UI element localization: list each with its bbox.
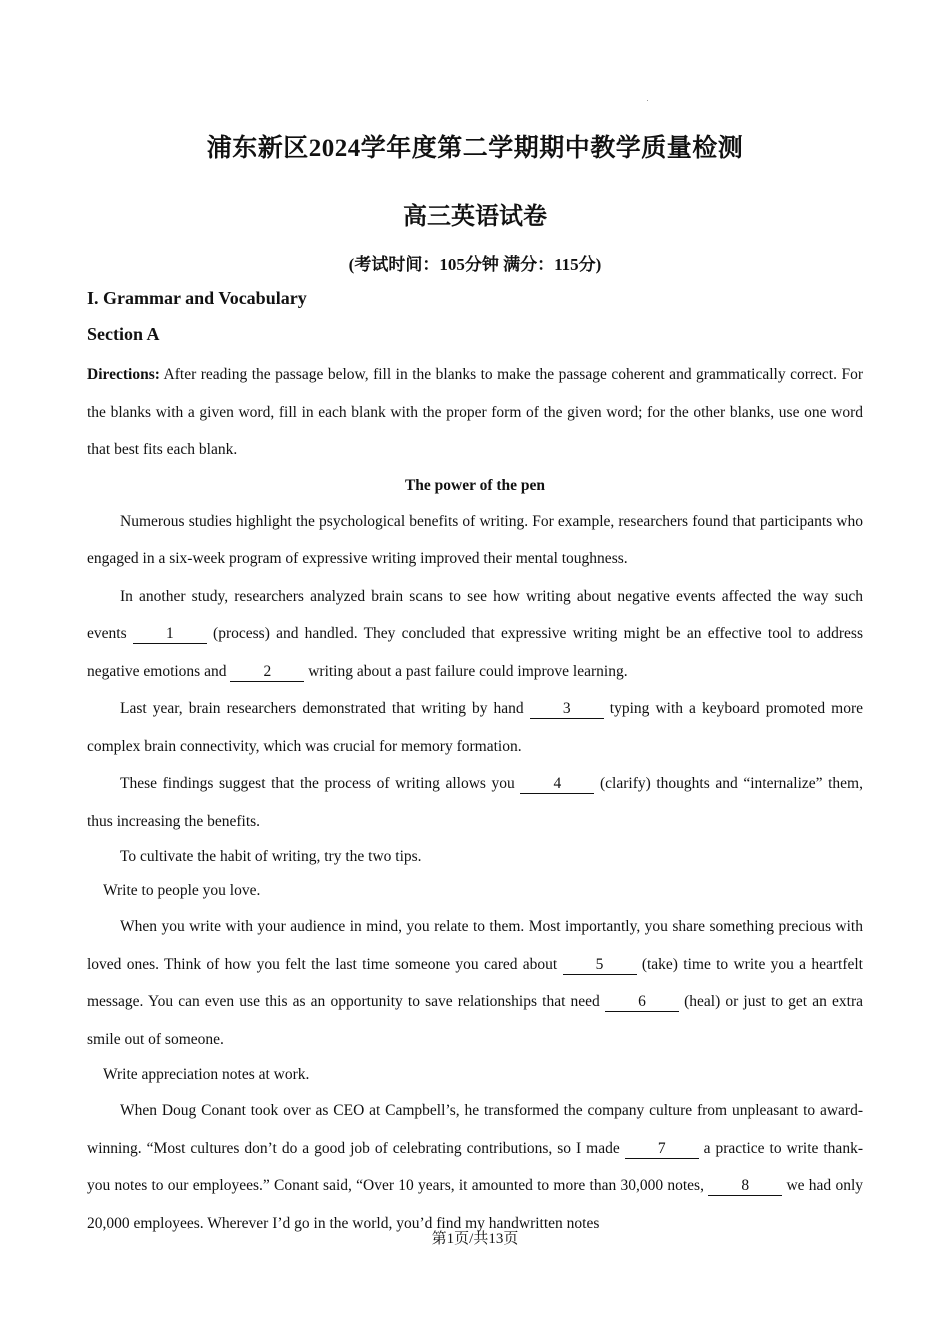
blank-6[interactable]: 6 [605,993,679,1012]
exam-content [87,284,863,1242]
paragraph-2 [87,578,863,691]
paragraph-text: (heal) or just to get an extra smile out of someone. [87,993,863,1048]
paragraph-text: writing about a past failure could improve learning. [304,662,628,680]
passage-title: The power of the pen [404,476,546,494]
blank-8[interactable]: 8 [708,1177,782,1196]
scan-speck [647,100,648,101]
directions-text: After reading the passage below, fill in the blanks to make the passage coherent and grammatically correct. For the blanks with a given word, fill in each blank with the proper form of the given word; for the other blanks, use one word that best fits each blank. [87,366,863,458]
blank-2[interactable]: 2 [230,663,304,682]
exam-title: 浦东新区2024学年度第二学期期中教学质量检测 [206,135,744,162]
paragraph-text: In another study, researchers analyzed brain scans to see how writing about negative events affected the way such events [87,587,863,642]
paragraph-text: typing with a keyboard promoted more complex brain connectivity, which was crucial for memory formation. [87,700,863,755]
paragraph-1: Numerous studies highlight the psychological benefits of writing. For example, researchers found that participants who engaged in a six-week program of expressive writing improved their mental toughness. [87,512,863,567]
paragraph-text: (process) and handled. They concluded that expressive writing might be an effective tool to address negative emotions and [87,625,863,680]
blank-3[interactable]: 3 [530,700,604,719]
paragraph-text: (take) time to write you a heartfelt message. You can even use this as an opportunity to save relationships that need [87,955,863,1010]
paragraph-text: a practice to write thank-you notes to our employees.” Conant said, “Over 10 years, it amounted to more than 30,000 notes, [87,1139,863,1194]
paragraph-text: When you write with your audience in mind, you relate to them. Most importantly, you share something precious with loved ones. Think of how you felt the last time someone you cared about [87,918,863,973]
section-heading: Section A [87,324,160,344]
paragraph-text: When Doug Conant took over as CEO at Campbell’s, he transformed the company culture from unpleasant to award-winning. “Most cultures don’t do a good job of celebrating contributions, so I made [87,1102,863,1157]
paragraph-3 [87,690,863,765]
tip-1: Write to people you love. [103,882,261,899]
tip-2: Write appreciation notes at work. [103,1066,310,1083]
paragraph-text: Last year, brain researchers demonstrated that writing by hand [120,700,530,717]
paragraph-7 [87,1092,863,1242]
blank-5[interactable]: 5 [563,956,637,975]
paragraph-5: To cultivate the habit of writing, try the two tips. [120,848,422,865]
paragraph-text: These findings suggest that the process of writing allows you [120,775,521,792]
blank-7[interactable]: 7 [625,1140,699,1159]
blank-4[interactable]: 4 [520,775,594,794]
page-number: 第1页/共13页 [431,1231,519,1247]
part-heading: I. Grammar and Vocabulary [87,288,307,308]
directions-label: Directions: [87,366,160,383]
paragraph-6 [87,908,863,1058]
directions [87,356,863,469]
blank-1[interactable]: 1 [133,625,207,644]
paragraph-text: (clarify) thoughts and “internalize” them, thus increasing the benefits. [87,775,863,830]
paragraph-text: we had only 20,000 employees. Wherever I’d go in the world, you’d find my handwritten notes [87,1177,864,1232]
exam-info: (考试时间：105分钟 满分：115分) [348,255,602,274]
exam-subtitle: 高三英语试卷 [403,204,547,230]
paragraph-4 [87,765,863,840]
